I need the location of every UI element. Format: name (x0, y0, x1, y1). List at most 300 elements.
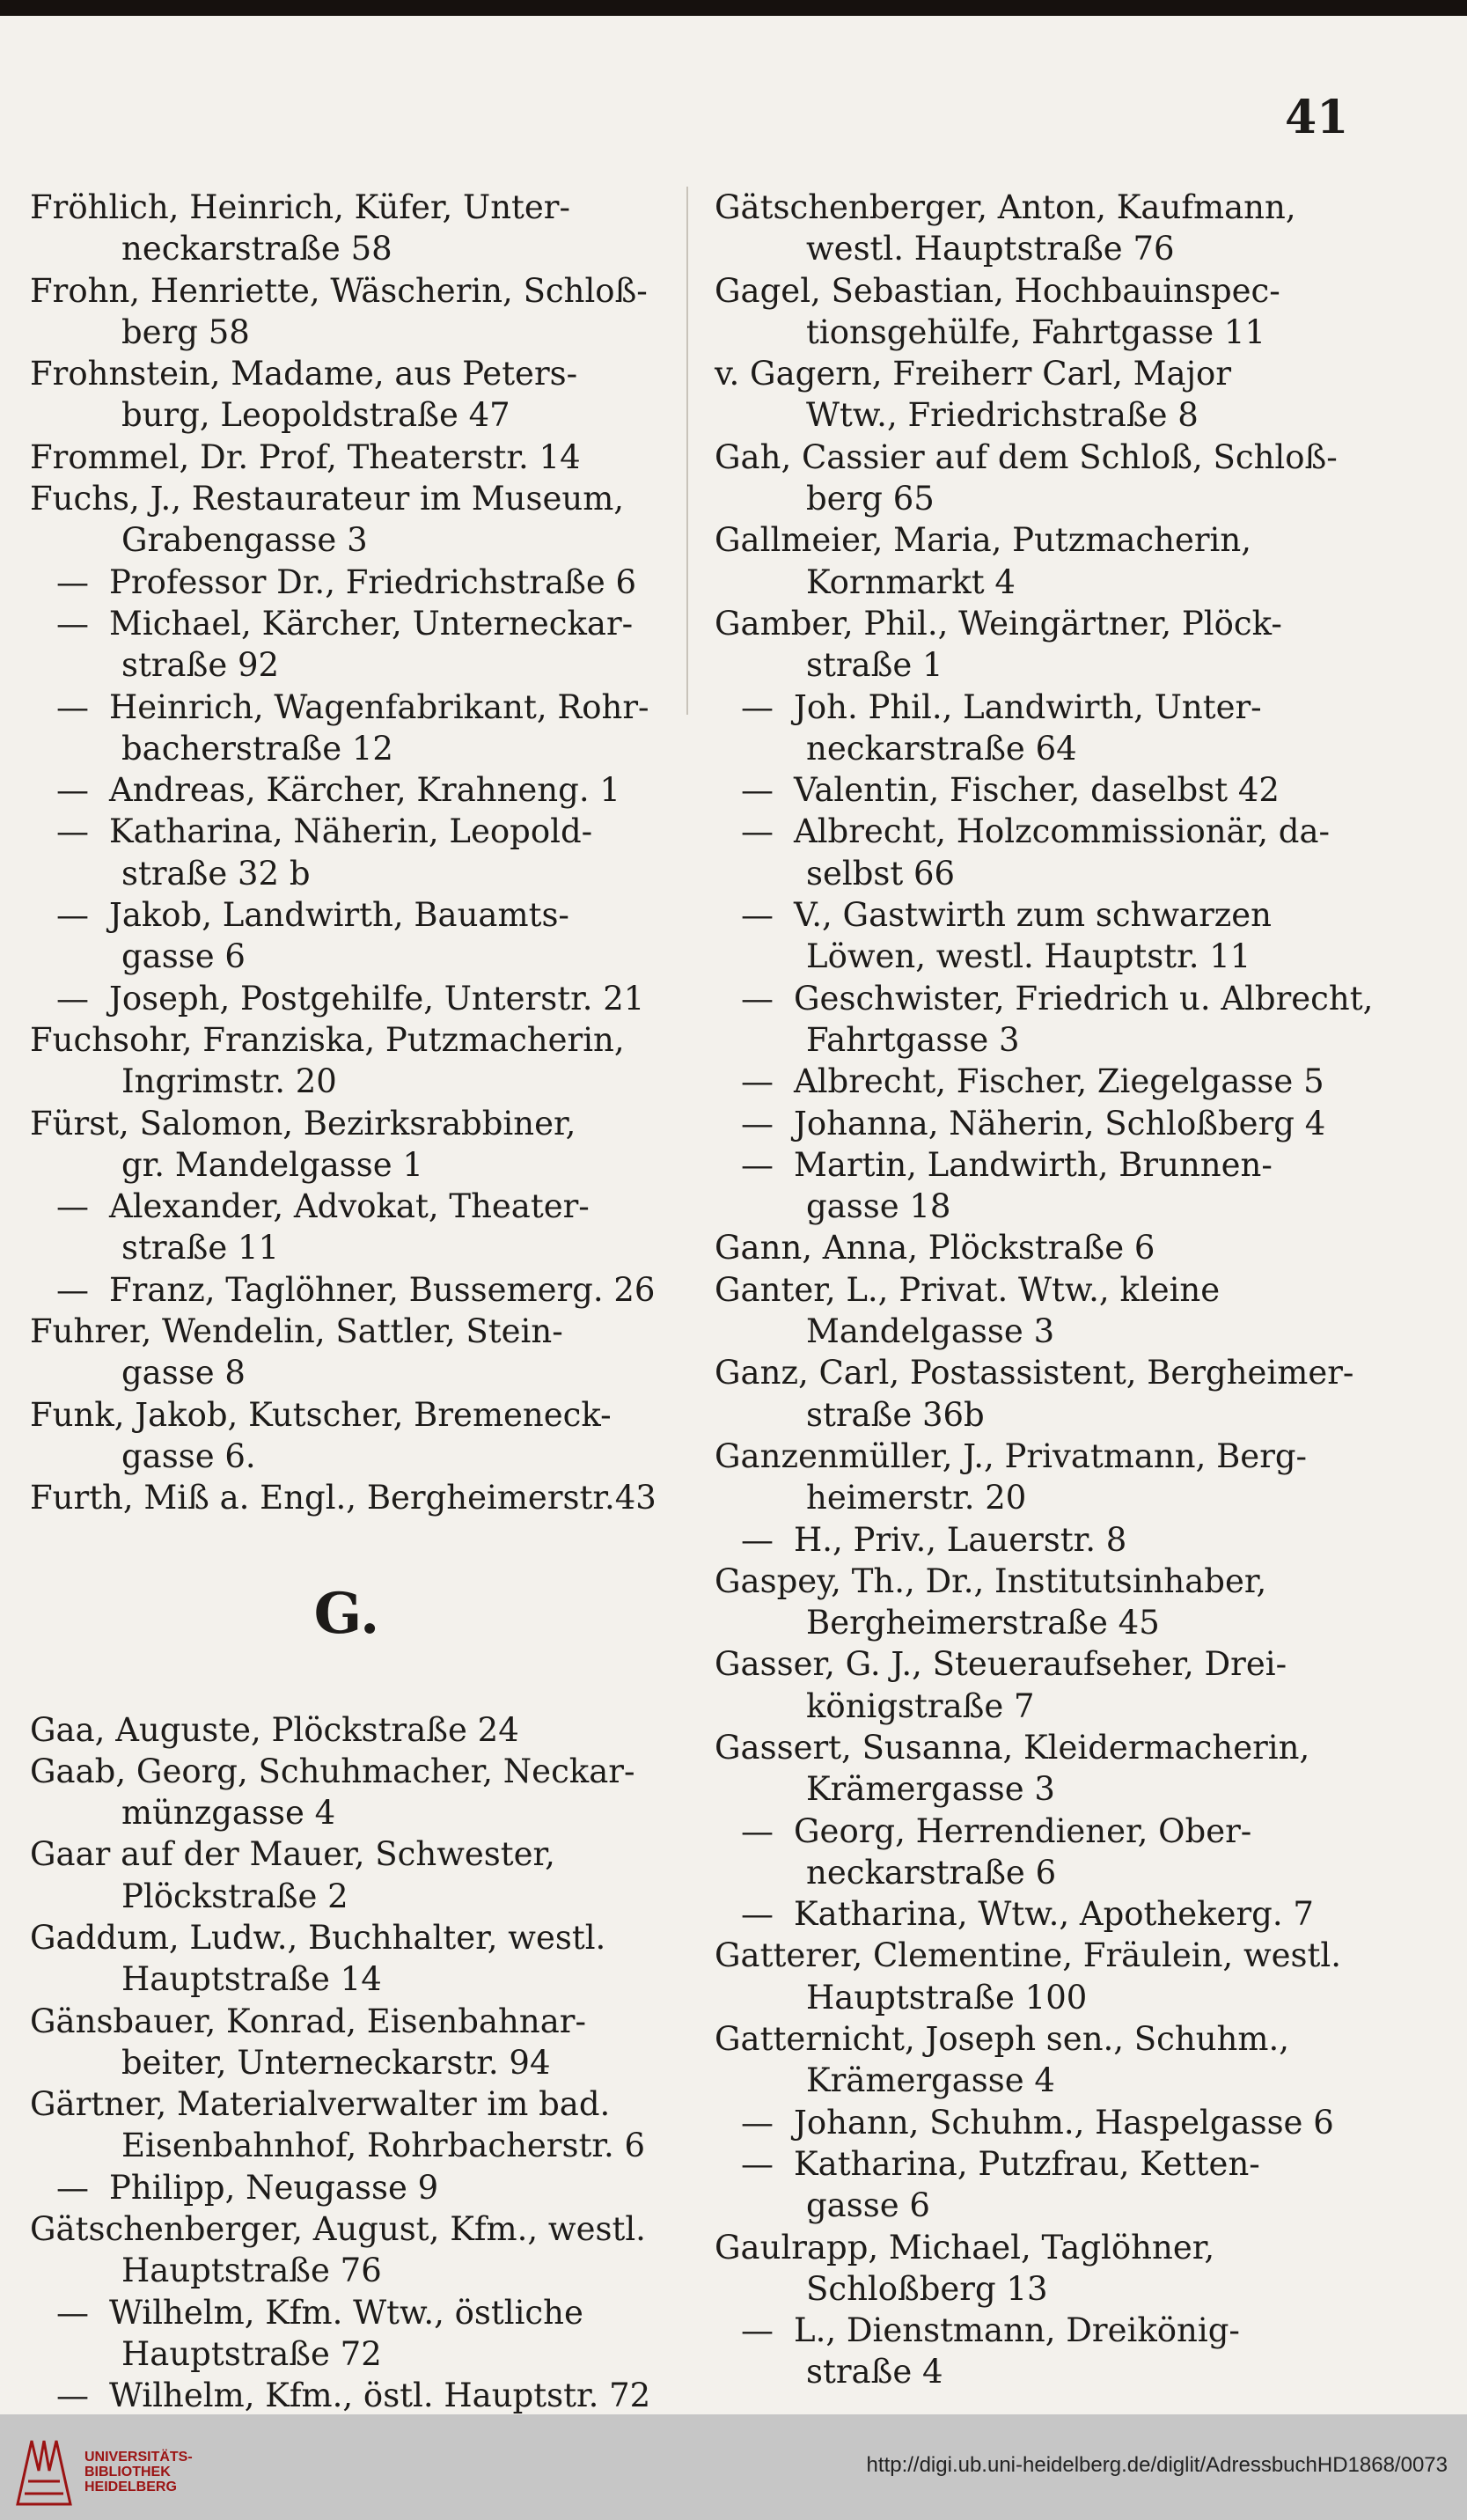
entry-name-line (715, 603, 1348, 644)
directory-entry (715, 1436, 1348, 1519)
directory-entry (715, 1935, 1348, 2018)
entry-text: Gassert, Susanna, Kleidermacherin, (715, 1728, 1310, 1767)
directory-entry (715, 1727, 1348, 1811)
ditto-dash: — (56, 604, 89, 643)
directory-entry (30, 1751, 664, 1834)
entry-name-line (715, 1727, 1348, 1768)
directory-entry (30, 811, 664, 894)
entry-text: Franz, Taglöhner, Bussemerg. 26 (109, 1270, 656, 1309)
entry-text: straße 92 (121, 646, 280, 685)
entry-name-line (715, 1643, 1348, 1685)
entry-address-line (30, 644, 664, 686)
entry-name-line (30, 2001, 664, 2042)
left-entries-g (30, 1709, 664, 2417)
entry-name-line (30, 2208, 664, 2250)
entry-name-line (715, 1811, 1348, 1852)
directory-entry (30, 1311, 664, 1394)
library-name-line: HEIDELBERG (84, 2480, 177, 2494)
entry-text: Mandelgasse 3 (806, 1312, 1055, 1351)
page-number: 41 (1285, 91, 1349, 144)
entry-text: Löwen, westl. Hauptstr. 11 (806, 937, 1251, 976)
directory-entry (715, 1352, 1354, 1436)
entry-text: Kornmarkt 4 (806, 562, 1016, 601)
ditto-dash: — (56, 687, 89, 726)
entry-text: Gätschenberger, August, Kfm., westl. (30, 2210, 646, 2249)
entry-address-line (30, 728, 664, 769)
section-heading: G. (313, 1580, 380, 1647)
entry-name-line (30, 769, 664, 811)
entry-name-line (30, 2375, 664, 2416)
directory-entry (715, 187, 1348, 270)
entry-text: Ganz, Carl, Postassistent, Bergheimer- (715, 1354, 1354, 1392)
entry-name-line (30, 1917, 664, 1958)
entry-text: Plöckstraße 2 (121, 1877, 348, 1915)
entry-text: beiter, Unterneckarstr. 94 (121, 2043, 551, 2082)
right-column (715, 187, 1374, 2393)
entry-name-line (715, 2143, 1348, 2185)
entry-name-line (715, 437, 1348, 478)
directory-entry (30, 2292, 664, 2376)
ditto-dash: — (56, 2377, 89, 2415)
entry-name-line (715, 811, 1348, 852)
directory-entry (715, 2143, 1348, 2227)
entry-text: gasse 6. (121, 1436, 256, 1475)
entry-address-line (30, 1436, 664, 1477)
entry-name-line (30, 1477, 664, 1518)
entry-text: Gatternicht, Joseph sen., Schuhm., (715, 2020, 1289, 2059)
entry-text: Fröhlich, Heinrich, Küfer, Unter- (30, 188, 570, 226)
entry-text: Johann, Schuhm., Haspelgasse 6 (794, 2103, 1334, 2142)
directory-entry (30, 1833, 664, 1917)
entry-text: Fuchsohr, Franziska, Putzmacherin, (30, 1020, 625, 1059)
entry-name-line (30, 811, 664, 852)
entry-address-line (30, 936, 664, 977)
directory-entry (715, 1061, 1348, 1102)
top-border-rule (0, 0, 1467, 16)
entry-name-line (30, 1269, 664, 1311)
entry-text: neckarstraße 6 (806, 1853, 1057, 1892)
entry-text: neckarstraße 58 (121, 230, 392, 268)
entry-text: Gaulrapp, Michael, Taglöhner, (715, 2228, 1215, 2267)
entry-text: Georg, Herrendiener, Ober- (794, 1811, 1252, 1850)
entry-text: Wilhelm, Kfm. Wtw., östliche (109, 2293, 583, 2332)
entry-address-line (30, 2042, 664, 2083)
entry-text: Hauptstraße 76 (121, 2252, 382, 2290)
entry-address-line (715, 2060, 1348, 2101)
library-name-line: UNIVERSITÄTS- (84, 2450, 193, 2465)
ditto-dash: — (741, 1895, 774, 1934)
entry-text: Funk, Jakob, Kutscher, Bremeneck- (30, 1395, 612, 1434)
directory-entry (30, 978, 664, 1019)
entry-name-line (715, 1352, 1354, 1393)
directory-entry (715, 2227, 1348, 2311)
entry-name-line (715, 187, 1348, 228)
directory-entry (30, 2208, 664, 2292)
entry-text: Jakob, Landwirth, Bauamts- (109, 896, 569, 935)
entry-name-line (30, 1186, 664, 1227)
directory-entry (30, 1269, 664, 1311)
entry-name-line (715, 2310, 1348, 2351)
entry-text: straße 1 (806, 646, 943, 685)
entry-text: Krämergasse 4 (806, 2061, 1055, 2100)
directory-entry (715, 811, 1348, 894)
entry-text: königstraße 7 (806, 1686, 1035, 1725)
ditto-dash: — (741, 1145, 774, 1184)
entry-address-line (30, 2250, 664, 2291)
directory-entry (715, 519, 1348, 603)
entry-address-line (30, 394, 664, 436)
entry-text: Krämergasse 3 (806, 1770, 1055, 1809)
entry-text: Eisenbahnhof, Rohrbacherstr. 6 (121, 2127, 646, 2165)
university-library-logo-icon (12, 2436, 76, 2506)
entry-text: neckarstraße 64 (806, 729, 1077, 768)
directory-entry (30, 478, 664, 562)
entry-text: Geschwister, Friedrich u. Albrecht, (794, 979, 1374, 1018)
directory-entry (715, 894, 1348, 978)
entry-text: H., Priv., Lauerstr. 8 (794, 1520, 1127, 1559)
entry-text: Katharina, Putzfrau, Ketten- (794, 2144, 1260, 2183)
entry-name-line (30, 1311, 664, 1352)
entry-text: L., Dienstmann, Dreikönig- (794, 2311, 1240, 2350)
ditto-dash: — (741, 687, 774, 726)
ditto-dash: — (56, 771, 89, 810)
entry-address-line (715, 562, 1348, 603)
entry-text: Schloßberg 13 (806, 2269, 1048, 2308)
directory-entry (30, 1019, 664, 1103)
entry-text: Fürst, Salomon, Bezirksrabbiner, (30, 1104, 576, 1142)
entry-address-line (30, 1061, 664, 1102)
entry-text: Philipp, Neugasse 9 (109, 2168, 439, 2207)
ditto-dash: — (741, 2144, 774, 2183)
entry-name-line (30, 562, 664, 603)
entry-address-line (30, 1792, 664, 1833)
entry-text: Gaab, Georg, Schuhmacher, Neckar- (30, 1752, 635, 1790)
entry-name-line (30, 2292, 664, 2333)
entry-text: straße 11 (121, 1229, 280, 1267)
entry-address-line (715, 1394, 1348, 1436)
ditto-dash: — (56, 896, 89, 935)
entry-address-line (30, 1144, 664, 1186)
entry-text: Joseph, Postgehilfe, Unterstr. 21 (109, 979, 645, 1018)
entry-text: berg 65 (806, 480, 935, 518)
entry-name-line (715, 1436, 1348, 1477)
entry-address-line (715, 1852, 1348, 1893)
ditto-dash: — (741, 1062, 774, 1101)
entry-name-line (715, 1061, 1348, 1102)
ditto-dash: — (741, 812, 774, 851)
entry-text: Heinrich, Wagenfabrikant, Rohr- (109, 687, 649, 726)
entry-text: Gah, Cassier auf dem Schloß, Schloß- (715, 437, 1338, 476)
directory-entry (30, 1186, 664, 1269)
entry-address-line (30, 853, 664, 894)
directory-entry (715, 1561, 1348, 1644)
entry-text: berg 58 (121, 312, 250, 351)
entry-address-line (30, 2333, 664, 2375)
directory-entry (30, 2083, 664, 2167)
directory-entry (30, 1917, 664, 2001)
entry-text: Gätschenberger, Anton, Kaufmann, (715, 188, 1296, 226)
ditto-dash: — (56, 1187, 89, 1226)
entry-text: Gänsbauer, Konrad, Eisenbahnar- (30, 2002, 586, 2040)
entry-name-line (715, 1269, 1348, 1311)
entry-address-line (715, 478, 1348, 519)
entry-text: Fuhrer, Wendelin, Sattler, Stein- (30, 1312, 563, 1351)
entry-text: Frohn, Henriette, Wäscherin, Schloß- (30, 271, 648, 310)
entry-text: Gaa, Auguste, Plöckstraße 24 (30, 1710, 519, 1749)
entry-name-line (30, 437, 664, 478)
entry-text: Fuchs, J., Restaurateur im Museum, (30, 480, 625, 518)
entry-text: selbst 66 (806, 854, 956, 893)
entry-text: bacherstraße 12 (121, 729, 393, 768)
entry-text: straße 4 (806, 2353, 943, 2391)
entry-text: v. Gagern, Freiherr Carl, Major (715, 355, 1232, 393)
entry-text: Professor Dr., Friedrichstraße 6 (109, 562, 637, 601)
entry-name-line (30, 478, 664, 519)
ditto-dash: — (56, 2293, 89, 2332)
entry-name-line (715, 2227, 1348, 2268)
entry-name-line (715, 1227, 1348, 1268)
entry-address-line (715, 1768, 1348, 1810)
entry-name-line (715, 1144, 1348, 1186)
directory-entry (715, 1227, 1348, 1268)
entry-address-line (715, 728, 1348, 769)
entry-text: Katharina, Wtw., Apothekerg. 7 (794, 1895, 1314, 1934)
entry-name-line (715, 978, 1374, 1019)
entry-text: gasse 18 (806, 1187, 951, 1226)
entry-address-line (715, 2185, 1348, 2226)
ditto-dash: — (741, 2103, 774, 2142)
entry-address-line (715, 394, 1348, 436)
entry-address-line (715, 1686, 1348, 1727)
entry-name-line (30, 1394, 664, 1436)
entry-name-line (715, 769, 1348, 811)
ditto-dash: — (741, 1811, 774, 1850)
entry-address-line (715, 1977, 1348, 2018)
entry-address-line (30, 2125, 664, 2166)
entry-text: Gasser, G. J., Steueraufseher, Drei- (715, 1645, 1287, 1684)
entry-text: burg, Leopoldstraße 47 (121, 396, 510, 435)
directory-entry (715, 1269, 1348, 1353)
directory-entry (715, 1643, 1348, 1727)
entry-name-line (715, 270, 1348, 312)
directory-entry (30, 2167, 664, 2208)
directory-entry (715, 603, 1348, 687)
entry-text: Furth, Miß a. Engl., Bergheimerstr.43 (30, 1479, 656, 1517)
directory-entry (30, 2375, 664, 2416)
column-divider (686, 187, 688, 715)
directory-entry (30, 894, 664, 978)
left-column (30, 187, 664, 2417)
entry-name-line (30, 187, 664, 228)
entry-address-line (30, 1876, 664, 1917)
entry-text: Frohnstein, Madame, aus Peters- (30, 355, 578, 393)
entry-text: Gaspey, Th., Dr., Institutsinhaber, (715, 1561, 1267, 1600)
ditto-dash: — (56, 562, 89, 601)
entry-name-line (30, 2083, 664, 2125)
left-entries-f (30, 187, 664, 1519)
entry-text: straße 32 b (121, 854, 311, 893)
entry-name-line (715, 1935, 1348, 1976)
entry-address-line (715, 1477, 1348, 1518)
entry-name-line (30, 603, 664, 644)
entry-name-line (30, 1833, 664, 1875)
entry-name-line (715, 894, 1348, 936)
entry-name-line (715, 1561, 1348, 1602)
entry-text: Gamber, Phil., Weingärtner, Plöck- (715, 604, 1282, 643)
entry-address-line (30, 312, 664, 353)
entry-text: V., Gastwirth zum schwarzen (794, 896, 1273, 935)
library-name-line: BIBLIOTHEK (84, 2465, 171, 2480)
library-name (84, 2450, 193, 2494)
entry-address-line (715, 2351, 1348, 2392)
directory-entry (715, 687, 1348, 770)
entry-text: Johanna, Näherin, Schloßberg 4 (794, 1104, 1326, 1142)
ditto-dash: — (741, 771, 774, 810)
entry-text: gasse 6 (121, 937, 246, 976)
directory-entry (715, 769, 1348, 811)
entry-text: Andreas, Kärcher, Krahneng. 1 (109, 771, 620, 810)
footer-bar (0, 2414, 1467, 2520)
entry-text: Hauptstraße 100 (806, 1978, 1088, 2017)
entry-text: Martin, Landwirth, Brunnen- (794, 1145, 1273, 1184)
directory-entry (30, 270, 664, 354)
entry-name-line (30, 2167, 664, 2208)
directory-entry (30, 1394, 664, 1478)
directory-entry (30, 187, 664, 270)
entry-text: Grabengasse 3 (121, 521, 368, 560)
directory-entry (715, 1103, 1348, 1144)
entry-address-line (30, 1227, 664, 1268)
entry-address-line (715, 853, 1348, 894)
entry-text: Gallmeier, Maria, Putzmacherin, (715, 521, 1251, 560)
entry-text: Hauptstraße 14 (121, 1960, 382, 1999)
directory-entry (30, 353, 664, 437)
entry-name-line (715, 1103, 1348, 1144)
entry-name-line (715, 2018, 1348, 2060)
entry-text: Hauptstraße 72 (121, 2334, 382, 2373)
entry-text: Valentin, Fischer, daselbst 42 (794, 771, 1280, 810)
directory-entry (30, 562, 664, 603)
entry-text: Gaddum, Ludw., Buchhalter, westl. (30, 1918, 606, 1957)
directory-entry (30, 437, 664, 478)
entry-text: gr. Mandelgasse 1 (121, 1145, 423, 1184)
entry-name-line (30, 894, 664, 936)
directory-entry (715, 353, 1348, 437)
directory-entry (30, 603, 664, 687)
directory-entry (30, 2001, 664, 2084)
entry-address-line (30, 1352, 664, 1393)
entry-text: gasse 6 (806, 2186, 930, 2225)
entry-name-line (30, 353, 664, 394)
ditto-dash: — (56, 2168, 89, 2207)
directory-entry (715, 1893, 1348, 1935)
entry-address-line (715, 644, 1348, 686)
entry-text: Wtw., Friedrichstraße 8 (806, 396, 1199, 435)
entry-name-line (715, 687, 1348, 728)
directory-entry (715, 270, 1348, 354)
entry-text: Gaar auf der Mauer, Schwester, (30, 1835, 555, 1874)
entry-text: Gatterer, Clementine, Fräulein, westl. (715, 1936, 1341, 1975)
entry-name-line (30, 1103, 664, 1144)
entry-text: westl. Hauptstraße 76 (806, 230, 1175, 268)
entry-name-line (715, 1893, 1348, 1935)
directory-entry (30, 1709, 664, 1751)
directory-entry (30, 769, 664, 811)
ditto-dash: — (741, 1520, 774, 1559)
entry-text: straße 36b (806, 1395, 985, 1434)
entry-name-line (30, 978, 664, 1019)
ditto-dash: — (56, 1270, 89, 1309)
entry-address-line (715, 1186, 1348, 1227)
entry-address-line (30, 1958, 664, 2000)
entry-text: Bergheimerstraße 45 (806, 1604, 1160, 1642)
entry-address-line (30, 228, 664, 269)
entry-text: Alexander, Advokat, Theater- (109, 1187, 590, 1226)
digital-collection-link[interactable]: http://digi.ub.uni-heidelberg.de/diglit/AdressbuchHD1868/0073 (866, 2453, 1448, 2477)
entry-text: Fahrtgasse 3 (806, 1020, 1020, 1059)
right-entries (715, 187, 1374, 2393)
entry-address-line (715, 1311, 1348, 1352)
ditto-dash: — (741, 979, 774, 1018)
entry-address-line (715, 228, 1348, 269)
directory-entry (715, 1519, 1348, 1561)
entry-name-line (715, 519, 1348, 561)
entry-address-line (715, 1019, 1348, 1061)
directory-entry (715, 978, 1374, 1062)
entry-text: Ingrimstr. 20 (121, 1062, 337, 1101)
directory-entry (715, 1144, 1348, 1228)
ditto-dash: — (56, 979, 89, 1018)
directory-entry (715, 2310, 1348, 2393)
entry-name-line (715, 353, 1348, 394)
entry-text: Frommel, Dr. Prof, Theaterstr. 14 (30, 437, 581, 476)
entry-text: Wilhelm, Kfm., östl. Hauptstr. 72 (109, 2377, 651, 2415)
directory-entry (30, 1477, 664, 1518)
directory-entry (30, 1103, 664, 1187)
entry-text: Ganter, L., Privat. Wtw., kleine (715, 1270, 1221, 1309)
entry-name-line (715, 2102, 1348, 2143)
entry-text: tionsgehülfe, Fahrtgasse 11 (806, 312, 1266, 351)
directory-entry (715, 437, 1348, 520)
entry-address-line (715, 936, 1348, 977)
entry-address-line (715, 1602, 1348, 1643)
ditto-dash: — (56, 812, 89, 851)
entry-name-line (30, 687, 664, 728)
entry-text: Gärtner, Materialverwalter im bad. (30, 2085, 611, 2124)
entry-name-line (30, 1709, 664, 1751)
entry-text: münzgasse 4 (121, 1794, 336, 1833)
entry-text: Katharina, Näherin, Leopold- (109, 812, 593, 851)
directory-entry (715, 2018, 1348, 2102)
entry-address-line (30, 519, 664, 561)
entry-text: heimerstr. 20 (806, 1479, 1027, 1517)
directory-entry (715, 2102, 1348, 2143)
ditto-dash: — (741, 1104, 774, 1142)
directory-entry (715, 1811, 1348, 1894)
entry-name-line (715, 1519, 1348, 1561)
entry-name-line (30, 270, 664, 312)
ditto-dash: — (741, 896, 774, 935)
entry-text: Gagel, Sebastian, Hochbauinspec- (715, 271, 1280, 310)
entry-text: Michael, Kärcher, Unterneckar- (109, 604, 634, 643)
directory-entry (30, 687, 664, 770)
entry-address-line (715, 312, 1348, 353)
entry-text: Gann, Anna, Plöckstraße 6 (715, 1229, 1155, 1267)
entry-address-line (715, 2268, 1348, 2310)
entry-text: Albrecht, Holzcommissionär, da- (794, 812, 1331, 851)
entry-name-line (30, 1019, 664, 1061)
entry-text: gasse 8 (121, 1354, 246, 1392)
